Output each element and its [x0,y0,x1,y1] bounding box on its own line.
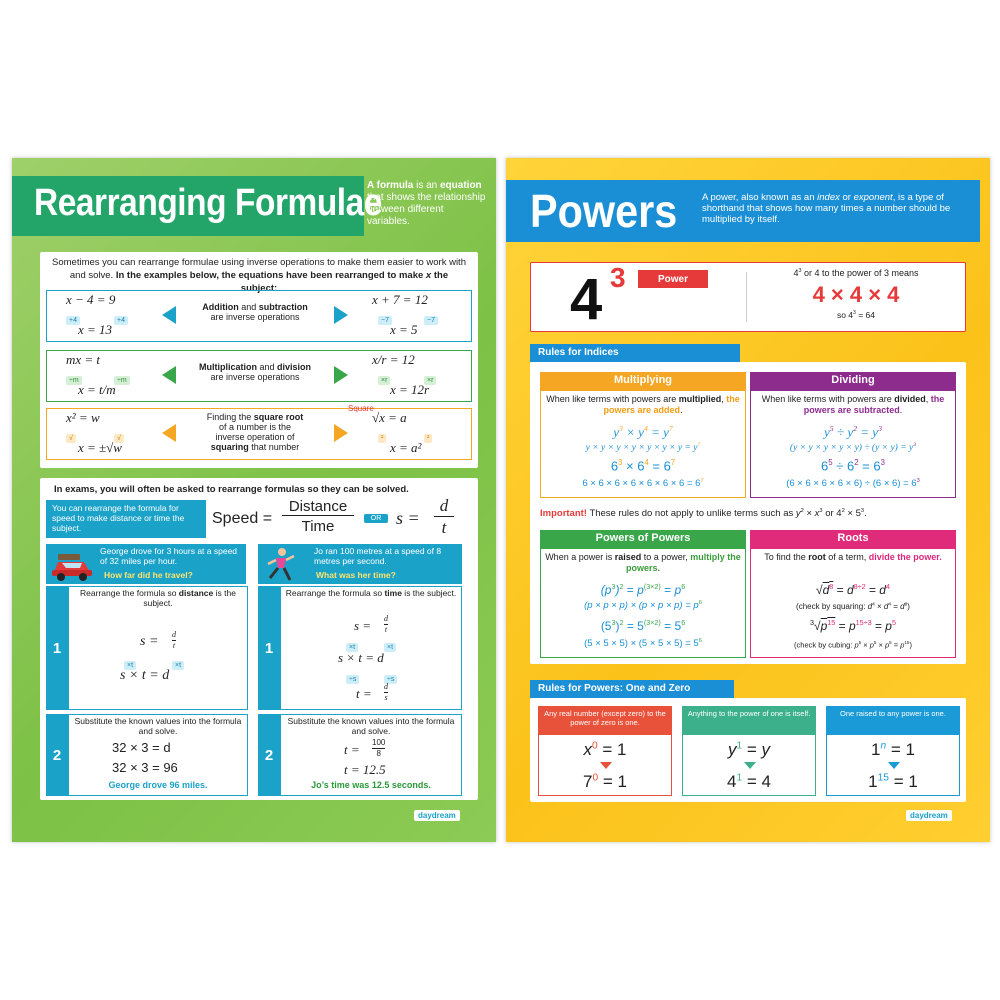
oz3-eq1: $1^n = 1$ [871,740,915,759]
formula-s: s = [396,508,420,528]
left-arrow-icon [162,424,176,442]
jo-answer: Jo’s time was 12.5 seconds. [311,780,431,790]
roots-eq3: $^3√p^{15} = p^{15\div 3} = p^5$ [810,618,896,633]
left-eq1: mx = t [66,352,101,367]
jo-op2-left: ÷s [346,668,359,686]
oz3-arrow [888,762,900,769]
formula-or: OR [364,514,388,523]
jo-op2-right: ÷s [384,668,397,686]
jo-calc1: t = [344,742,360,757]
right-op1: ² [378,427,386,445]
oz1-arrow [600,762,612,769]
pp-eq3: $(5^3)^2 = 5^{(3\times 2)} = 5^6$ [600,618,686,633]
means-result: so $4^3 = 64$ [836,310,876,320]
right-arrow-icon [334,424,348,442]
left-arrow-icon [162,366,176,384]
formula-note: You can rearrange the formula for speed to make distance or time the subject. [46,500,206,538]
right-eq1: x + 7 = 12 [372,292,428,307]
oz2-eq2: $4^1 = 4$ [727,772,771,791]
jo-calc1-num: 100 [372,738,386,747]
right-op2: ×r [424,369,436,387]
right-op1: −7 [378,309,392,327]
jo-step2-text: Substitute the known values into the formula and solve. [287,716,455,736]
pp-desc: When a power is raised to a power, multiply the powers. [545,552,741,573]
pp-title: Powers of Powers [540,530,746,548]
formula-d: d [434,496,454,517]
power-tag-label: Power [657,273,688,285]
intro-text: A formula is an equation that shows the relationship between different variables. [367,180,486,227]
div-eq3: $6^5 \div 6^2 = 6^3$ [821,458,885,474]
div-eq4: $(6 \times 6 \times 6 \times 6 \times 6) \div (6 \times 6) = 6^3$ [786,478,920,490]
means-text: $4^3$ or 4 to the power of 3 means [793,268,919,278]
left-op1: √ [66,427,76,445]
square-note: Square [348,404,374,413]
roots-desc: To find the root of a term, divide the power. [764,552,942,562]
george-text: George drove for 3 hours at a speed of 32 miles per hour. [100,546,238,566]
box2-intro: In exams, you will often be asked to rearrange formulas so they can be solved. [54,484,409,495]
important-text: These rules do not apply to unlike terms such as $y^2 \times x^3$ or $4^2 \times 5^3$. [589,508,867,520]
left-op1: +4 [66,309,80,327]
jo-step2-number: 2 [258,714,280,796]
right-eq2: x = 12r [390,382,430,397]
powers-poster [506,158,990,842]
george-answer: George drove 96 miles. [108,780,208,790]
jo-eq-a: s = [354,618,372,633]
george-eq-frac: d t [172,630,176,650]
oz2-eq1: $y^1 = y$ [727,740,771,759]
jo-calc2: t = 12.5 [344,762,386,777]
jo-step1-number: 1 [258,586,280,710]
right-op1: ×r [378,369,390,387]
left-eq2: x = t/m [78,382,116,397]
pp-eq2: $(p \times p \times p) \times (p \times p \times p) = p^6$ [584,600,702,612]
formula-time: Time [301,518,335,535]
jo-eq-c: t = [356,686,372,701]
jo-step1-text: Rearrange the formula so time is the subject. [285,588,457,598]
mult-eq4: $6 \times 6 \times 6 \times 6 \times 6 \times 6 \times 6 = 6^7$ [582,478,704,490]
left-eq1: x² = w [66,410,100,425]
right-arrow-icon [334,366,348,384]
box1-intro: Sometimes you can rearrange formulae using inverse operations to make them easier to work with and solve. In the examples below, the equations have been rearranged to make x the subject: [52,257,466,294]
left-eq2: x = ±√w [78,440,122,455]
george-step2-number: 2 [46,714,68,796]
pp-eq1: $(p^3)^2 = p^{(3\times 2)} = p^6$ [600,582,686,597]
right-op2: −7 [424,309,438,327]
oz3-eq2: $1^{15} = 1$ [868,772,918,791]
div-desc: When like terms with powers are divided, the powers are subtracted. [761,394,945,415]
means-calc: 4 × 4 × 4 [812,282,900,307]
left-op2: ÷m [114,369,130,387]
roots-eq2: (check by squaring: $d^4 \times d^4 = d^8$) [796,602,910,611]
row-description: Multiplication and division are inverse operations [198,362,312,382]
oz2-arrow [744,762,756,769]
jo-eq-a-frac: d t [384,614,388,634]
pp-eq4: $(5 \times 5 \times 5) \times (5 \times 5 \times 5) = 5^6$ [584,638,702,650]
george-calc1: 32 × 3 = d [112,740,171,755]
jo-calc1-frac [372,738,385,759]
big-exponent: 3 [610,262,626,293]
mult-eq3: $6^3 \times 6^4 = 6^7$ [610,458,676,474]
left-eq2: x = 13 [78,322,113,337]
jo-eq-c-frac: d s [384,682,388,702]
intro-text: A power, also known as an index or exponent, is a type of shorthand that shows how many times a number should be multiplied by itself. [702,192,951,225]
jo-calc1-den: 8 [376,749,381,758]
oz1-eq2: $7^0 = 1$ [583,772,627,791]
oz-title: Rules for Powers: One and Zero [530,680,734,698]
right-eq2: x = a² [390,440,422,455]
left-op2: +4 [114,309,128,327]
divider [746,272,747,322]
george-calc2: 32 × 3 = 96 [112,760,178,775]
george-question: How far did he travel? [104,570,193,580]
oz2-head: Anything to the power of one is itself. [682,706,816,734]
formula-t: t [441,518,447,537]
jo-text: Jo ran 100 metres at a speed of 8 metres per second. [314,546,442,566]
rearranging-formulae-poster [12,158,496,842]
oz1-eq1: $x^0 = 1$ [583,740,627,759]
left-arrow-icon [162,306,176,324]
page-title: Powers [530,185,678,237]
right-arrow-icon [334,306,348,324]
mult-eq2: $y \times y \times y \times y \times y \times y \times y = y^7$ [585,442,701,454]
car-icon [50,550,94,582]
mult-eq1: $y^3 \times y^4 = y^7$ [613,424,673,440]
roots-eq4: (check by cubing: $p^5 \times p^5 \times p^5 = p^{15}$) [794,640,912,650]
formula-speed: Speed = [212,510,273,527]
div-title: Dividing [750,372,956,390]
right-op2: ² [424,427,432,445]
runner-icon [262,546,298,584]
roots-title: Roots [750,530,956,548]
jo-eq-b: s × t = d [338,650,384,665]
formula-distance: Distance [282,498,354,516]
roots-eq1: $√d^8 = d^{8\div 2} = d^4$ [816,582,890,597]
brand-logo: daydream [414,810,460,821]
page-title: Rearranging Formulae [34,182,382,224]
george-eq-a: s = [140,634,159,649]
oz1-head: Any real number (except zero) to the power of zero is one. [538,706,672,734]
mult-title: Multiplying [540,372,746,390]
brand-logo: daydream [906,810,952,821]
george-step1-text: Rearrange the formula so distance is the subject. [80,588,236,608]
left-op1: ÷m [66,369,82,387]
left-eq1: x − 4 = 9 [66,292,116,307]
right-eq1: x/r = 12 [372,352,415,367]
div-eq2: $(y \times y \times y \times y \times y) \div (y \times y) = y^3$ [789,442,917,454]
div-eq1: $y^5 \div y^2 = y^3$ [824,424,882,440]
george-eq-b: s × t = d [120,668,170,683]
row-description: Finding the square root of a number is the inverse operation of squaring that number [206,412,304,452]
power-tag [638,270,708,288]
jo-question: What was her time? [316,570,396,580]
george-step1-number: 1 [46,586,68,710]
indices-title: Rules for Indices [530,344,740,362]
right-eq1: √x = a [372,410,407,425]
right-eq2: x = 5 [390,322,418,337]
mult-desc: When like terms with powers are multiplied, the powers are added. [546,394,740,415]
important-label: Important! [540,508,587,520]
george-step2-text: Substitute the known values into the formula and solve. [74,716,242,736]
jo-op1-right: ×t [384,636,396,654]
oz3-head: One raised to any power is one. [826,706,960,734]
george-op-left: ×t [124,654,136,672]
big-base: 4 [570,267,603,332]
george-op-right: ×t [172,654,184,672]
jo-op1-left: ×t [346,636,358,654]
left-op2: √ [114,427,124,445]
important-note [540,508,960,519]
row-description: Addition and subtraction are inverse operations [202,302,308,322]
